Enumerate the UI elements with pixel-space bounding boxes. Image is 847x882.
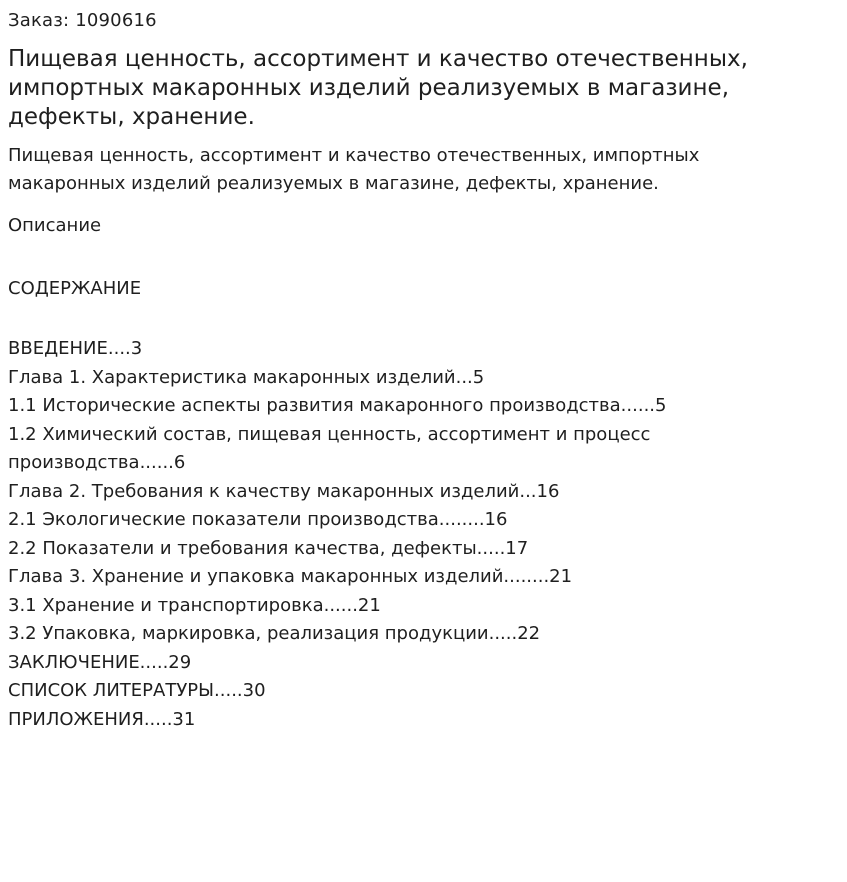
toc-item: ЗАКЛЮЧЕНИЕ.....29 (8, 651, 192, 673)
toc-item: 1.2 Химический состав, пищевая ценность, ассортимент и процесс производства......6 (8, 423, 651, 473)
toc-item: ПРИЛОЖЕНИЯ.....31 (8, 708, 196, 730)
toc-heading: СОДЕРЖАНИЕ (8, 278, 142, 299)
toc-item: ВВЕДЕНИЕ....3 (8, 338, 143, 359)
toc-item: Глава 3. Хранение и упаковка макаронных изделий........21 (8, 566, 573, 587)
toc-item: 2.2 Показатели и требования качества, дефекты.....17 (8, 537, 529, 559)
toc-item: 3.2 Упаковка, маркировка, реализация продукции.....22 (8, 623, 541, 644)
toc-item: 3.1 Хранение и транспортировка......21 (8, 594, 381, 616)
toc-item: 2.1 Экологические показатели производства........16 (8, 509, 508, 530)
toc-item: 1.1 Исторические аспекты развития макаронного производства......5 (8, 395, 667, 416)
table-of-contents (8, 335, 728, 734)
toc-item: Глава 1. Характеристика макаронных изделий...5 (8, 366, 485, 388)
toc-item: Глава 2. Требования к качеству макаронных изделий...16 (8, 480, 560, 502)
document-subtitle: Пищевая ценность, ассортимент и качество отечественных, импортных макаронных изделий реализуемых в магазине, дефекты, хранение. (8, 145, 700, 194)
order-number: Заказ: 1090616 (8, 10, 157, 31)
document-title: Пищевая ценность, ассортимент и качество отечественных, импортных макаронных изделий реализуемых в магазине, дефекты, хранение. (8, 46, 748, 130)
toc-item: СПИСОК ЛИТЕРАТУРЫ.....30 (8, 680, 266, 701)
description-heading: Описание (8, 215, 102, 236)
